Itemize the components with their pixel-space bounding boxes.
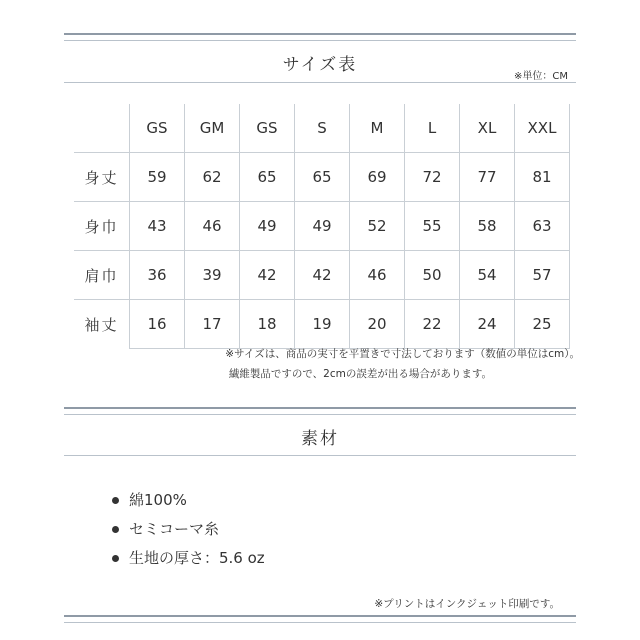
size-title-rule: [64, 82, 576, 83]
table-cell: 49: [295, 202, 350, 251]
row-label: 身巾: [74, 202, 130, 251]
size-note-1: ※サイズは、商品の実寸を平置きで寸法しております（数値の単位はcm）。: [225, 348, 580, 360]
table-cell: 20: [350, 300, 405, 349]
table-cell: 62: [185, 153, 240, 202]
table-row: [74, 153, 570, 202]
table-cell: 59: [130, 153, 185, 202]
table-cell: 50: [405, 251, 460, 300]
size-header-row: [74, 104, 570, 153]
print-note: ※プリントはインクジェット印刷です。: [374, 598, 560, 610]
material-rule-2: [64, 414, 576, 415]
material-rule-1: [64, 407, 576, 409]
size-column-header: GS: [130, 104, 185, 153]
table-cell: 63: [515, 202, 570, 251]
size-chart-title: サイズ表: [282, 55, 358, 75]
size-column-header: L: [405, 104, 460, 153]
material-item-label: 生地の厚さ：5.6 oz: [129, 549, 265, 567]
table-cell: 16: [130, 300, 185, 349]
size-column-header: M: [350, 104, 405, 153]
bullet-icon: [112, 526, 119, 533]
table-cell: 58: [460, 202, 515, 251]
table-row: [74, 202, 570, 251]
table-cell: 46: [185, 202, 240, 251]
table-cell: 55: [405, 202, 460, 251]
table-corner: [74, 104, 130, 153]
table-row: [74, 300, 570, 349]
table-cell: 22: [405, 300, 460, 349]
table-cell: 81: [515, 153, 570, 202]
table-cell: 42: [240, 251, 295, 300]
size-column-header: GM: [185, 104, 240, 153]
material-title-rule: [64, 455, 576, 456]
size-column-header: XL: [460, 104, 515, 153]
table-row: [74, 251, 570, 300]
material-item-label: 綿100%: [129, 491, 187, 509]
bullet-icon: [112, 555, 119, 562]
table-cell: 42: [295, 251, 350, 300]
table-cell: 57: [515, 251, 570, 300]
table-cell: 36: [130, 251, 185, 300]
row-label: 袖丈: [74, 300, 130, 349]
table-cell: 25: [515, 300, 570, 349]
table-cell: 17: [185, 300, 240, 349]
table-cell: 49: [240, 202, 295, 251]
bullet-icon: [112, 497, 119, 504]
size-column-header: XXL: [515, 104, 570, 153]
material-item-label: セミコーマ糸: [129, 520, 220, 538]
table-cell: 77: [460, 153, 515, 202]
list-item: [112, 544, 265, 573]
size-note-2: 繊維製品ですので、2cmの誤差が出る場合があります。: [228, 368, 492, 380]
row-label: 身丈: [74, 153, 130, 202]
table-cell: 43: [130, 202, 185, 251]
size-column-header: S: [295, 104, 350, 153]
bottom-rule-1: [64, 615, 576, 617]
table-cell: 39: [185, 251, 240, 300]
bottom-rule-2: [64, 622, 576, 623]
table-cell: 52: [350, 202, 405, 251]
table-cell: 54: [460, 251, 515, 300]
material-title: 素材: [301, 429, 339, 449]
top-rule-1: [64, 33, 576, 35]
material-list: [112, 486, 265, 573]
unit-note: ※単位：CM: [514, 71, 568, 82]
table-cell: 46: [350, 251, 405, 300]
table-cell: 18: [240, 300, 295, 349]
size-column-header: GS: [240, 104, 295, 153]
list-item: [112, 515, 265, 544]
table-cell: 69: [350, 153, 405, 202]
table-cell: 19: [295, 300, 350, 349]
table-cell: 65: [240, 153, 295, 202]
table-cell: 65: [295, 153, 350, 202]
top-rule-2: [64, 40, 576, 41]
table-cell: 72: [405, 153, 460, 202]
row-label: 肩巾: [74, 251, 130, 300]
size-table: [74, 104, 570, 349]
table-cell: 24: [460, 300, 515, 349]
list-item: [112, 486, 265, 515]
